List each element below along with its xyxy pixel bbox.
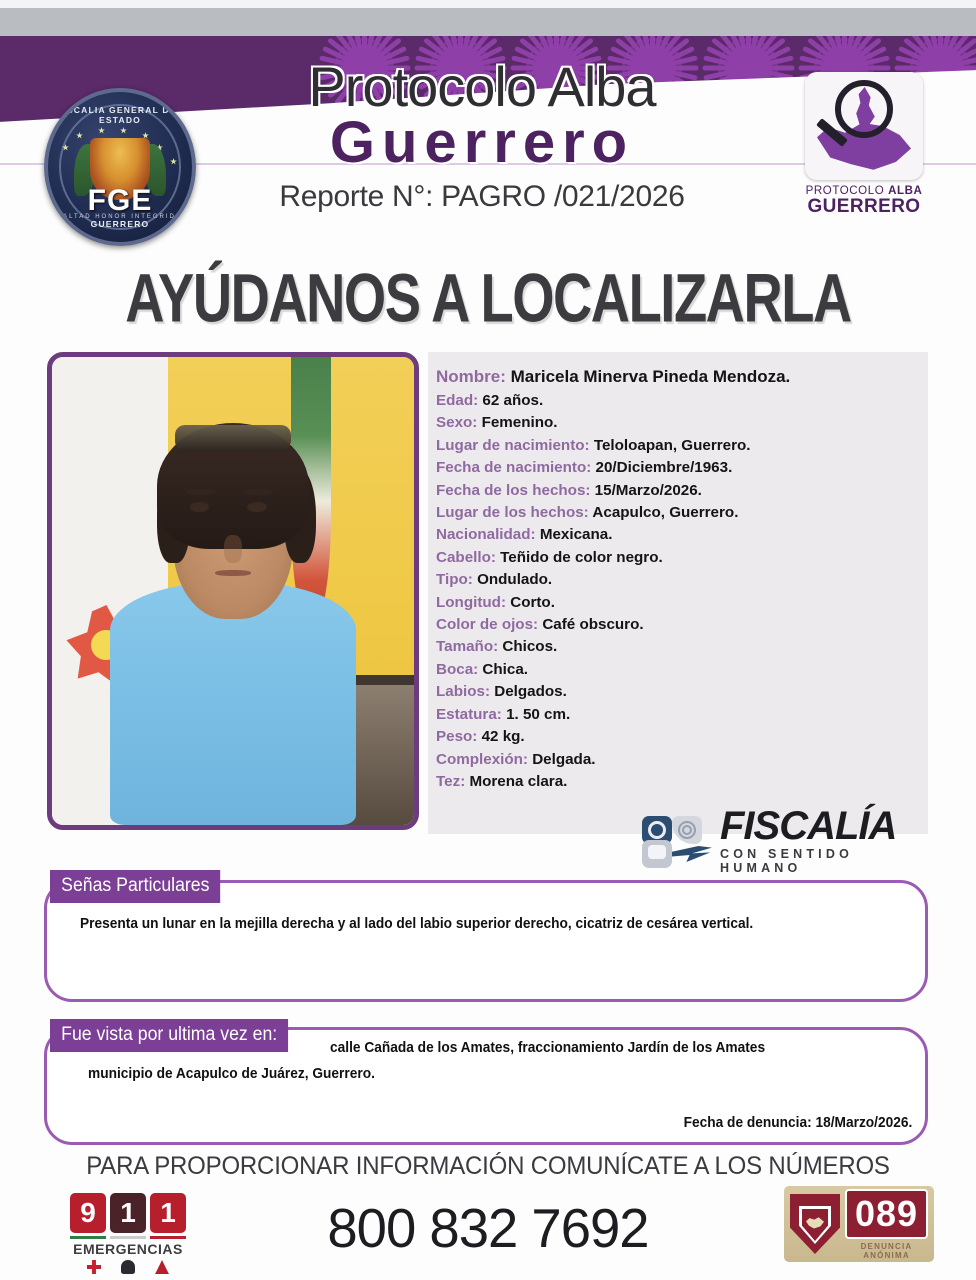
last-seen-tab: Fue vista por ultima vez en: — [50, 1019, 288, 1052]
detail-label: Nacionalidad: — [436, 526, 536, 544]
detail-row — [436, 726, 920, 748]
detail-row — [436, 592, 920, 614]
detail-value: 1. 50 cm. — [501, 705, 571, 723]
detail-label: Tez: — [436, 772, 466, 790]
fiscalia-tagline: CON SENTIDO HUMANO — [720, 846, 854, 875]
detail-value: Chicos. — [498, 638, 558, 656]
fire-helmet-icon — [155, 1260, 169, 1274]
page-headline: AYÚDANOS A LOCALIZARLA — [125, 259, 851, 337]
fiscalia-icon-group — [642, 816, 716, 866]
main-phone-number: 800 832 7692 — [327, 1197, 649, 1259]
detail-value: Maricela Minerva Pineda Mendoza. — [505, 367, 791, 386]
eye-icon — [648, 821, 666, 839]
detail-value: Ondulado. — [472, 571, 553, 589]
detail-row — [436, 636, 920, 658]
detail-value: Delgados. — [490, 683, 567, 701]
fingerprint-icon — [678, 821, 696, 839]
anonymous-089-logo — [784, 1186, 934, 1262]
detail-row — [436, 749, 920, 771]
detail-row — [436, 771, 920, 793]
person-details-panel — [428, 352, 928, 834]
protocolo-alba-logo-line2: GUERRERO — [807, 196, 921, 217]
detail-value: Chica. — [478, 660, 529, 678]
fiscalia-logo — [642, 804, 942, 875]
shield-icon — [790, 1194, 840, 1254]
photo-nose — [224, 535, 242, 563]
detail-value: Acapulco, Guerrero. — [588, 504, 739, 522]
report-date: Fecha de denuncia: 18/Marzo/2026. — [683, 1115, 912, 1131]
detail-value: Morena clara. — [465, 772, 568, 790]
emergency-digit: 1 — [150, 1193, 186, 1233]
fge-seal-arc-top: FISCALIA GENERAL DEL ESTADO — [56, 105, 183, 125]
photo-eyebrow-right — [244, 489, 273, 495]
fiscalia-title: FISCALÍA — [720, 804, 897, 849]
chat-icon — [648, 845, 666, 859]
detail-value: Delgada. — [527, 750, 596, 768]
detail-row — [436, 412, 920, 434]
detail-value: Mexicana. — [535, 526, 613, 544]
last-seen-line2: municipio de Acapulco de Juárez, Guerrero. — [88, 1066, 375, 1082]
detail-row — [436, 659, 920, 681]
detail-row — [436, 681, 920, 703]
detail-value: Teñido de color negro. — [495, 548, 663, 566]
poster-title-block — [222, 55, 742, 214]
senas-particulares-text: Presenta un lunar en la mejilla derecha y al lado del labio superior derecho, cicatriz de cesárea vertical. — [80, 916, 754, 932]
detail-label: Fecha de nacimiento: — [436, 459, 592, 477]
protocolo-alba-logo — [796, 72, 932, 217]
title-line-protocolo-alba: Protocolo Alba — [308, 55, 656, 118]
detail-label: Lugar de los hechos: — [436, 504, 589, 522]
top-white-edge — [0, 0, 976, 8]
detail-label: Fecha de los hechos: — [436, 481, 591, 499]
detail-label: Edad: — [436, 392, 479, 409]
detail-row — [436, 502, 920, 524]
detail-row — [436, 704, 920, 726]
missing-person-photo — [47, 352, 419, 830]
detail-label: Color de ojos: — [436, 616, 539, 634]
fge-seal-arc-bottom: GUERRERO — [90, 219, 150, 229]
emergency-digit: 9 — [70, 1193, 106, 1233]
detail-row — [436, 614, 920, 636]
photo-sunglasses — [175, 425, 291, 451]
detail-value: Café obscuro. — [538, 616, 644, 634]
detail-label: Complexión: — [436, 750, 528, 768]
fge-acronym: FGE — [87, 184, 153, 217]
report-number: Reporte N°: PAGRO /021/2026 — [279, 180, 685, 214]
detail-value: 20/Diciembre/1963. — [591, 459, 733, 477]
detail-label: Nombre: — [436, 367, 506, 386]
anonymous-089-label: DENUNCIA ANÓNIMA — [860, 1241, 913, 1260]
detail-row — [436, 364, 920, 390]
detail-label: Longitud: — [436, 593, 506, 611]
emergency-911-service-icons — [62, 1260, 194, 1274]
detail-label: Tipo: — [436, 571, 473, 589]
woman-silhouette-icon — [849, 87, 879, 127]
detail-label: Labios: — [436, 683, 491, 701]
fiscalia-wordmark — [720, 804, 942, 875]
detail-value: Teloloapan, Guerrero. — [589, 436, 751, 454]
senas-particulares-tab: Señas Particulares — [50, 870, 221, 903]
detail-row — [436, 390, 920, 412]
detail-row — [436, 435, 920, 457]
detail-label: Lugar de nacimiento: — [436, 436, 590, 454]
logo-word-alba: ALBA — [888, 185, 923, 197]
contact-call-to-action: PARA PROPORCIONAR INFORMACIÓN COMUNÍCATE A LOS NÚMEROS — [86, 1152, 890, 1180]
detail-label: Sexo: — [436, 414, 478, 432]
detail-label: Estatura: — [436, 705, 502, 723]
wing-icon — [672, 846, 712, 862]
protocolo-alba-logo-card — [805, 72, 923, 180]
detail-label: Cabello: — [436, 548, 496, 566]
person-details-list — [428, 352, 928, 793]
photo-eyebrow-left — [186, 489, 215, 495]
detail-row — [436, 480, 920, 502]
fge-seal — [44, 88, 196, 246]
emergency-digit: 1 — [110, 1193, 146, 1233]
detail-row — [436, 524, 920, 546]
detail-label: Peso: — [436, 728, 478, 746]
detail-value: 62 años. — [478, 392, 544, 409]
detail-label: Tamaño: — [436, 638, 499, 656]
police-helmet-icon — [121, 1260, 135, 1274]
detail-value: 15/Marzo/2026. — [590, 481, 702, 499]
title-line-guerrero: Guerrero — [329, 109, 635, 175]
medical-cross-icon — [87, 1260, 101, 1274]
detail-value: 42 kg. — [477, 728, 525, 746]
detail-row — [436, 569, 920, 591]
detail-value: Corto. — [506, 593, 555, 611]
detail-row — [436, 457, 920, 479]
emergency-911-label: EMERGENCIAS — [73, 1241, 183, 1257]
anonymous-089-number: 089 — [845, 1189, 928, 1239]
fge-motto: LEALTAD HONOR INTEGRIDAD — [51, 214, 189, 220]
anonymous-089-text-block — [845, 1189, 928, 1260]
logo-word-protocolo: PROTOCOLO — [805, 185, 889, 197]
magnifier-icon — [835, 80, 893, 138]
detail-value: Femenino. — [477, 414, 558, 432]
last-seen-line1: calle Cañada de los Amates, fraccionamiento Jardín de los Amates — [330, 1040, 766, 1056]
detail-row — [436, 547, 920, 569]
detail-label: Boca: — [436, 660, 479, 678]
